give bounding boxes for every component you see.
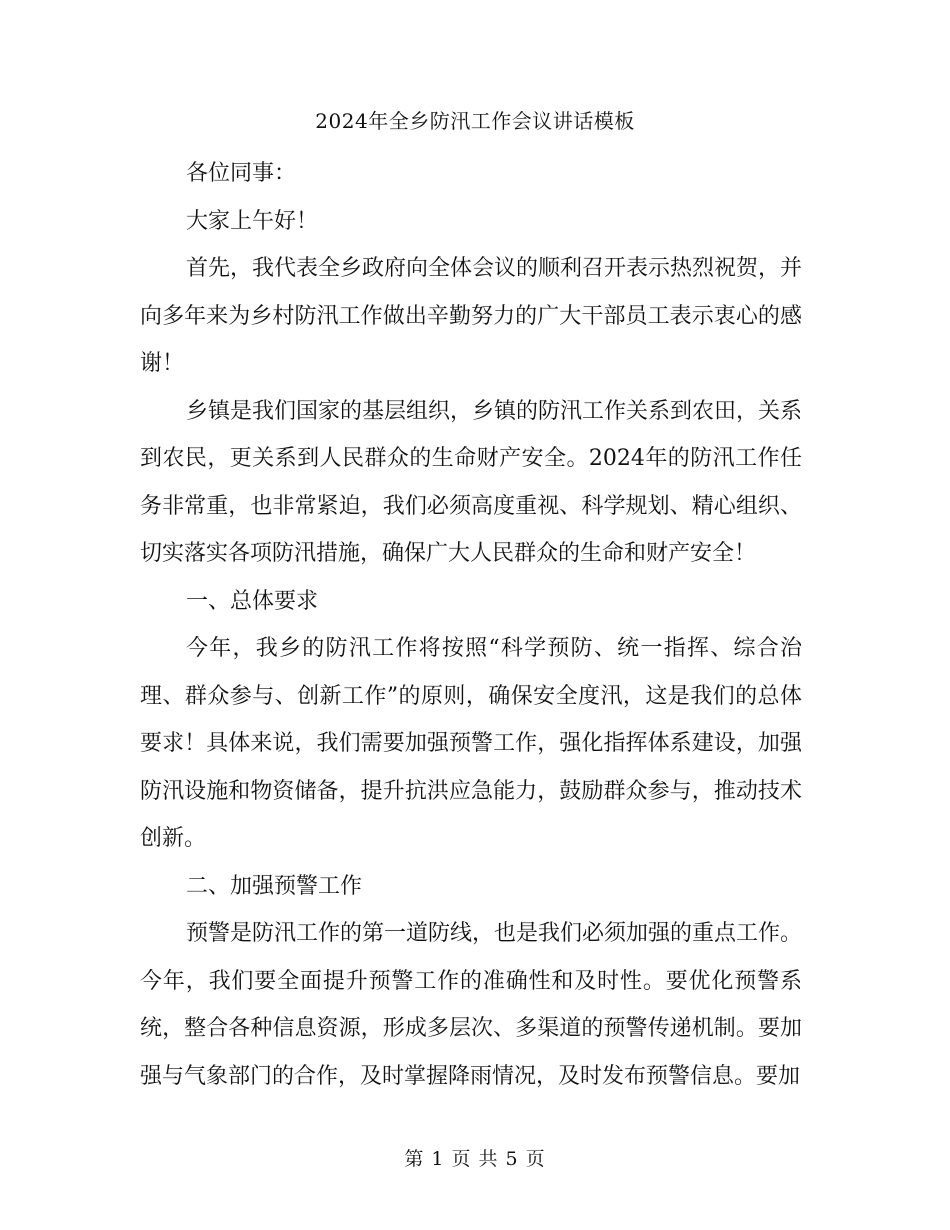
paragraph-greeting: 各位同事： <box>186 161 297 186</box>
document-body <box>140 150 802 1100</box>
paragraph-importance: 乡镇是我们国家的基层组织，乡镇的防汛工作关系到农田，关系到农民，更关系到人民群众的生命财产安全。2024年的防汛工作任务非常重，也非常紧迫，我们必须高度重视、科学规划、精心组织、切实落实各项防汛措施，确保广大人民群众的生命和财产安全！ <box>140 398 803 566</box>
paragraph-good-morning: 大家上午好！ <box>186 208 319 234</box>
section-heading-early-warning: 二、加强预警工作 <box>186 873 363 899</box>
page-footer: 第 1 页 共 5 页 <box>404 1148 546 1170</box>
section-heading-overall-requirements: 一、总体要求 <box>186 588 319 614</box>
paragraph-congratulations: 首先，我代表全乡政府向全体会议的顺利召开表示热烈祝贺，并向多年来为乡村防汛工作做出辛勤努力的广大干部员工表示衷心的感谢！ <box>140 256 803 376</box>
document-title: 2024年全乡防汛工作会议讲话模板 <box>315 109 635 133</box>
paragraph-overall-requirements: 今年，我乡的防汛工作将按照“科学预防、统一指挥、综合治理、群众参与、创新工作”的原则，确保安全度汛，这是我们的总体要求！具体来说，我们需要加强预警工作，强化指挥体系建设，加强防汛设施和物资储备，提升抗洪应急能力，鼓励群众参与，推动技术创新。 <box>140 636 802 851</box>
paragraph-early-warning: 预警是防汛工作的第一道防线，也是我们必须加强的重点工作。今年，我们要全面提升预警工作的准确性和及时性。要优化预警系统，整合各种信息资源，形成多层次、多渠道的预警传递机制。要加强与气象部门的合作，及时掌握降雨情况，及时发布预警信息。要加 <box>140 921 803 1089</box>
